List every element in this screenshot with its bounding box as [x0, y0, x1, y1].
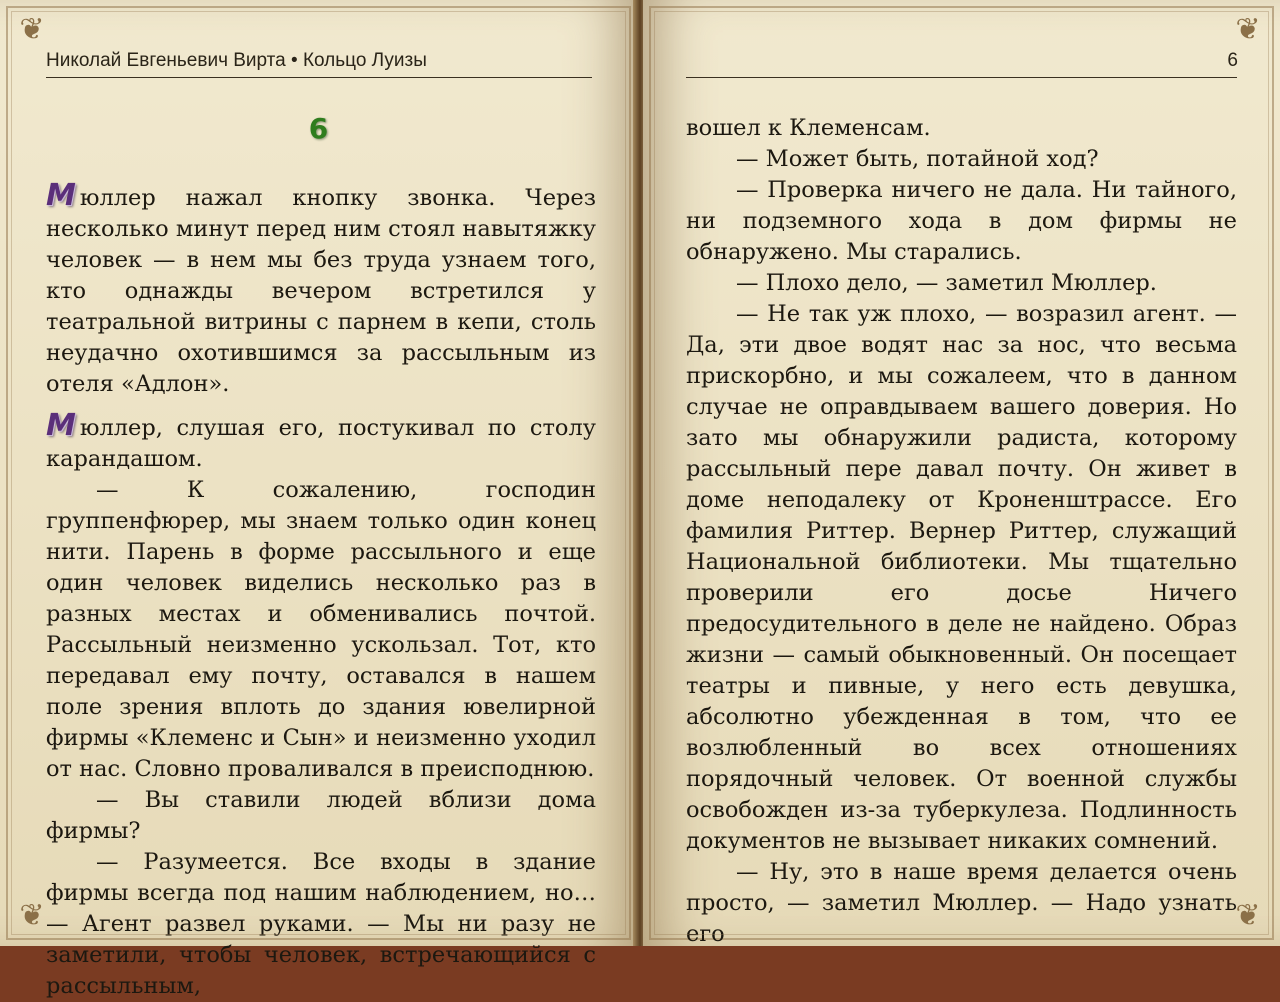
paragraph: — Не так уж плохо, — возразил агент. — Да, эти двое водят нас за нос, что весьма прискорбно, и мы сожалеем, что в данном случае не оправдываем вашего доверия. Но зато мы обнаружили радиста, которому рассыльный пере давал почту. Он живет в доме неподалеку от Кроненштрассе. Его фамилия Риттер. Вернер Риттер, служащий Национальной библиотеки. Мы тщательно проверили его досье Ничего предосудительного в деле не найдено. Образ жизни — самый обыкновенный. Он посещает театры и пивные, у него есть девушка, абсолютно убежденная в том, что ее возлюбленный во всех отношениях порядочный человек. От военной службы освобожден из-за туберкулеза. Подлинность документов не вызывает никаких сомнений.: [686, 301, 1237, 854]
paragraph: М юллер нажал кнопку звонка. Через несколько минут перед ним стоял навытяжку человек — в нем мы без труда узнаем того, кто однажды вечером встретился у театральной витрины с парнем в кепи, столь неудачно охотившимся за рассыльным из отеля «Адлон».: [46, 178, 596, 397]
paragraph: — Разумеется. Все входы в здание фирмы всегда под нашим наблюдением, но… — Агент развел руками. — Мы ни разу не заметили, чтобы человек, встречающийся с рассыльным,: [46, 849, 596, 999]
right-page-text: [686, 113, 1237, 950]
paragraph: — Плохо дело, — заметил Мюллер.: [736, 270, 1157, 296]
corner-ornament-icon: ❦: [1235, 898, 1261, 933]
paragraph: — Ну, это в наше время делается очень просто, — заметил Мюллер. — Надо узнать его: [686, 859, 1237, 947]
paragraph: вошел к Клеменсам.: [686, 115, 931, 141]
right-page: [643, 0, 1280, 946]
corner-ornament-icon: ❦: [1235, 12, 1261, 47]
drop-cap: М: [46, 408, 76, 443]
paragraph: — К сожалению, господин группенфюрер, мы знаем только один конец нити. Парень в форме рассыльного и еще один человек виделись несколько раз в разных местах и обменивались почтой. Рассыльный неизменно ускользал. Тот, кто передавал ему почту, оставался в нашем поле зрения вплоть до здания ювелирной фирмы «Клеменс и Сын» и неизменно уходил от нас. Словно проваливался в преисподнюю.: [46, 477, 596, 782]
header-rule: [686, 77, 1237, 78]
chapter-number: 6: [308, 112, 329, 145]
left-page-text: [46, 180, 596, 1002]
paragraph: — Может быть, потайной ход?: [736, 146, 1099, 172]
running-header: [46, 50, 427, 72]
paragraph: — Вы ставили людей вблизи дома фирмы?: [46, 787, 596, 844]
corner-ornament-icon: ❦: [19, 898, 45, 933]
page-number: 6: [1227, 50, 1238, 71]
author-name: Николай Евгеньевич Вирта: [46, 50, 286, 71]
paragraph: — Проверка ничего не дала. Ни тайного, ни подземного хода в дом фирмы не обнаружено. Мы старались.: [686, 177, 1237, 265]
drop-cap: М: [46, 178, 76, 213]
header-rule: [46, 77, 592, 78]
left-page: [0, 0, 637, 999]
book-title: Кольцо Луизы: [302, 50, 427, 71]
corner-ornament-icon: ❦: [19, 12, 45, 47]
paragraph: М юллер, слушая его, постукивал по столу карандашом.: [46, 408, 596, 472]
header-separator: •: [291, 50, 298, 71]
